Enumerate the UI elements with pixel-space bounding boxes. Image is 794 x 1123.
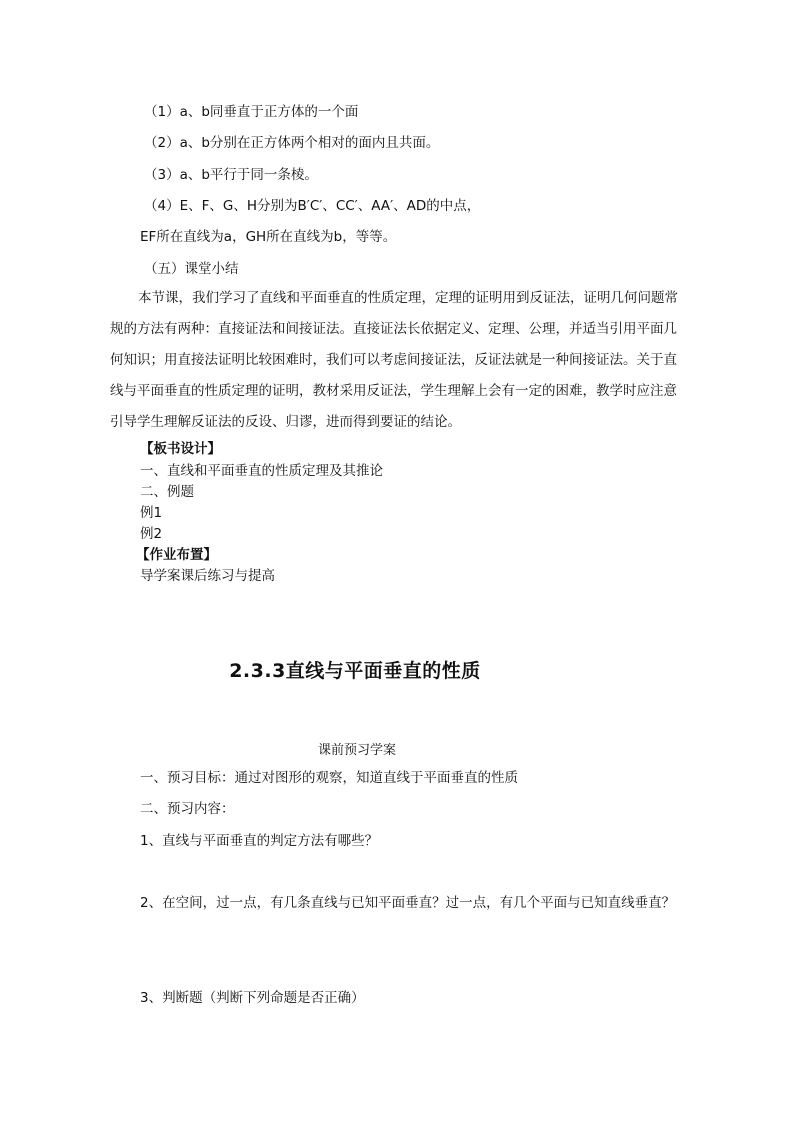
board-design-heading: 【板书设计】 [140, 441, 221, 457]
board-design-line: 一、直线和平面垂直的性质定理及其推论 [140, 463, 383, 479]
board-design-line: 例2 [140, 526, 163, 542]
board-design-line: 例1 [140, 505, 163, 521]
list-item-continuation: EF所在直线为a，GH所在直线为b，等等。 [140, 229, 397, 245]
board-design-line: 二、例题 [140, 484, 194, 500]
homework-text: 导学案课后练习与提高 [140, 568, 275, 584]
preview-goal: 一、预习目标：通过对图形的观察，知道直线于平面垂直的性质 [140, 770, 518, 786]
list-item: （1）a、b同垂直于正方体的一个面 [144, 104, 359, 120]
preview-question-2: 2、在空间，过一点，有几条直线与已知平面垂直？过一点，有几个平面与已知直线垂直？ [140, 895, 676, 911]
preview-heading: 课前预习学案 [317, 743, 396, 758]
summary-paragraph [110, 283, 685, 438]
homework-heading: 【作业布置】 [136, 547, 217, 563]
list-item: （3）a、b平行于同一条棱。 [144, 167, 318, 183]
summary-heading: （五）课堂小结 [144, 261, 239, 277]
preview-question-3: 3、判断题（判断下列命题是否正确） [140, 990, 365, 1006]
list-item: （4）E、F、G、H分别为B′C′、CC′、AA′、AD的中点， [144, 198, 481, 214]
preview-content-heading: 二、预习内容： [140, 801, 235, 817]
list-item: （2）a、b分别在正方体两个相对的面内且共面。 [144, 135, 440, 151]
summary-text: 本节课，我们学习了直线和平面垂直的性质定理，定理的证明用到反证法，证明几何问题常规的方法有两种：直接证法和间接证法。直接证法长依据定义、定理、公理，并适当引用平面几何知识；用直接法证明比较困难时，我们可以考虑间接证法，反证法就是一种间接证法。关于直线与平面垂直的性质定理的证明，教材采用反证法，学生理解上会有一定的困难，教学时应注意引导学生理解反证法的反设、归谬，进而得到要证的结论。 [110, 290, 678, 430]
preview-question-1: 1、直线与平面垂直的判定方法有哪些？ [140, 833, 379, 849]
section-title: 2.3.3直线与平面垂直的性质 [229, 660, 481, 682]
